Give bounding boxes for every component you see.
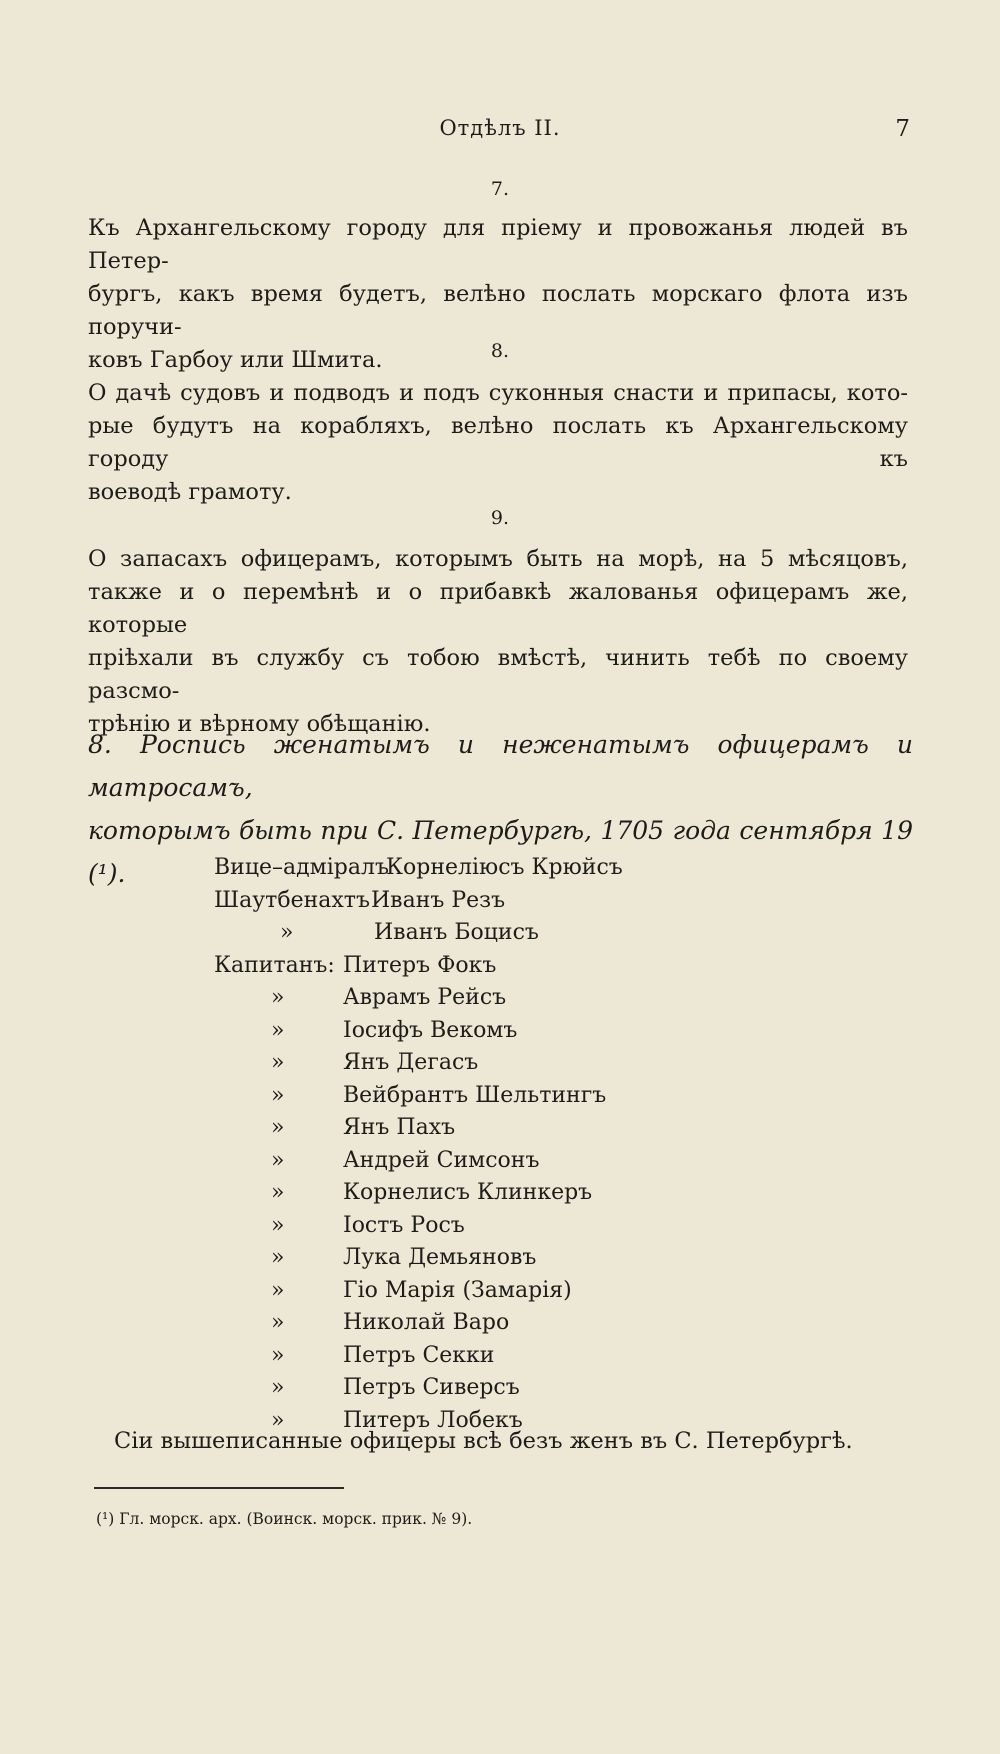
section-number-9: 9.	[490, 507, 510, 529]
text-line: ковъ Гарбоу или Шмита.	[88, 347, 383, 373]
officer-name: Андрей Симсонъ	[343, 1147, 540, 1173]
ditto-mark: »	[271, 1147, 285, 1173]
ditto-mark: »	[271, 1375, 285, 1400]
page-number: 7	[895, 116, 910, 142]
text-line: пріѣхали въ службу съ тобою вмѣстѣ, чинить тебѣ по своему разсмо-	[88, 645, 908, 704]
rank-label: Вице–адміралъ	[214, 855, 389, 880]
ditto-mark: »	[271, 1277, 285, 1303]
ditto-mark: »	[271, 1115, 285, 1140]
section-number-8: 8.	[490, 340, 510, 362]
text-line: воеводѣ грамоту.	[88, 479, 292, 505]
footnote-divider	[94, 1487, 344, 1489]
officer-name: Питеръ Фокъ	[343, 952, 497, 978]
paragraph-9	[88, 543, 908, 741]
officer-name: Петръ Секки	[343, 1342, 495, 1368]
ditto-mark: »	[280, 920, 294, 945]
closing-line: Сіи вышеписанные офицеры всѣ безъ женъ въ С. Петербургѣ.	[114, 1428, 853, 1454]
paragraph-8	[88, 377, 908, 509]
officer-name: Иванъ Резъ	[371, 887, 506, 913]
section-title: Отдѣлъ II.	[439, 116, 561, 140]
ditto-mark: »	[271, 1212, 285, 1238]
ditto-mark: »	[271, 985, 285, 1010]
text-line: рые будутъ на корабляхъ, велѣно послать къ Архангельскому городу къ	[88, 413, 908, 472]
officer-name: Корнелисъ Клинкеръ	[343, 1180, 593, 1205]
ditto-mark: »	[271, 1407, 285, 1433]
officer-name: Лука Демьяновъ	[343, 1245, 537, 1270]
footnote: (¹) Гл. морск. арх. (Воинск. морск. прик. № 9).	[96, 1510, 473, 1528]
rank-label: Шаутбенахтъ	[214, 887, 370, 913]
officer-name: Николай Варо	[343, 1310, 510, 1335]
text-line: Къ Архангельскому городу для пріему и провожанья людей въ Петер-	[88, 215, 908, 274]
text-line: трѣнію и вѣрному обѣщанію.	[88, 711, 431, 737]
officer-name: Питеръ Лобекъ	[343, 1407, 523, 1433]
text-line: О запасахъ офицерамъ, которымъ быть на морѣ, на 5 мѣсяцовъ,	[88, 546, 908, 572]
officer-name: Корнеліюсъ Крюйсъ	[386, 855, 623, 880]
officer-name: Іосифъ Векомъ	[343, 1017, 518, 1043]
text-line: также и о перемѣнѣ и о прибавкѣ жалованья офицерамъ же, которые	[88, 579, 908, 638]
section-number-7: 7.	[490, 178, 510, 200]
officer-name: Петръ Сиверсъ	[343, 1375, 520, 1400]
officer-name: Вейбрантъ Шельтингъ	[343, 1082, 607, 1108]
running-header	[90, 116, 910, 156]
text-line: бургъ, какъ время будетъ, велѣно послать морскаго флота изъ поручи-	[88, 281, 908, 340]
heading-line: которымъ быть при С. Петербургѣ, 1705 года сентября 19 (¹).	[88, 816, 913, 888]
officer-name: Иванъ Боцисъ	[374, 920, 539, 945]
heading-line: 8. Роспись женатымъ и неженатымъ офицерамъ и матросамъ,	[88, 730, 913, 802]
rank-label: Капитанъ:	[214, 952, 335, 978]
ditto-mark: »	[271, 1342, 285, 1368]
ditto-mark: »	[271, 1017, 285, 1043]
officer-name: Янъ Пахъ	[343, 1115, 456, 1140]
officer-name: Іостъ Росъ	[343, 1212, 465, 1238]
ditto-mark: »	[271, 1082, 285, 1108]
text-line: О дачѣ судовъ и подводъ и подъ суконныя снасти и припасы, кото-	[88, 380, 908, 406]
ditto-mark: »	[271, 1050, 285, 1075]
ditto-mark: »	[271, 1180, 285, 1205]
officer-name: Гіо Марія (Замарія)	[343, 1277, 572, 1303]
officer-name: Аврамъ Рейсъ	[343, 985, 507, 1010]
ditto-mark: »	[271, 1245, 285, 1270]
ditto-mark: »	[271, 1310, 285, 1335]
officer-name: Янъ Дегасъ	[343, 1050, 479, 1075]
